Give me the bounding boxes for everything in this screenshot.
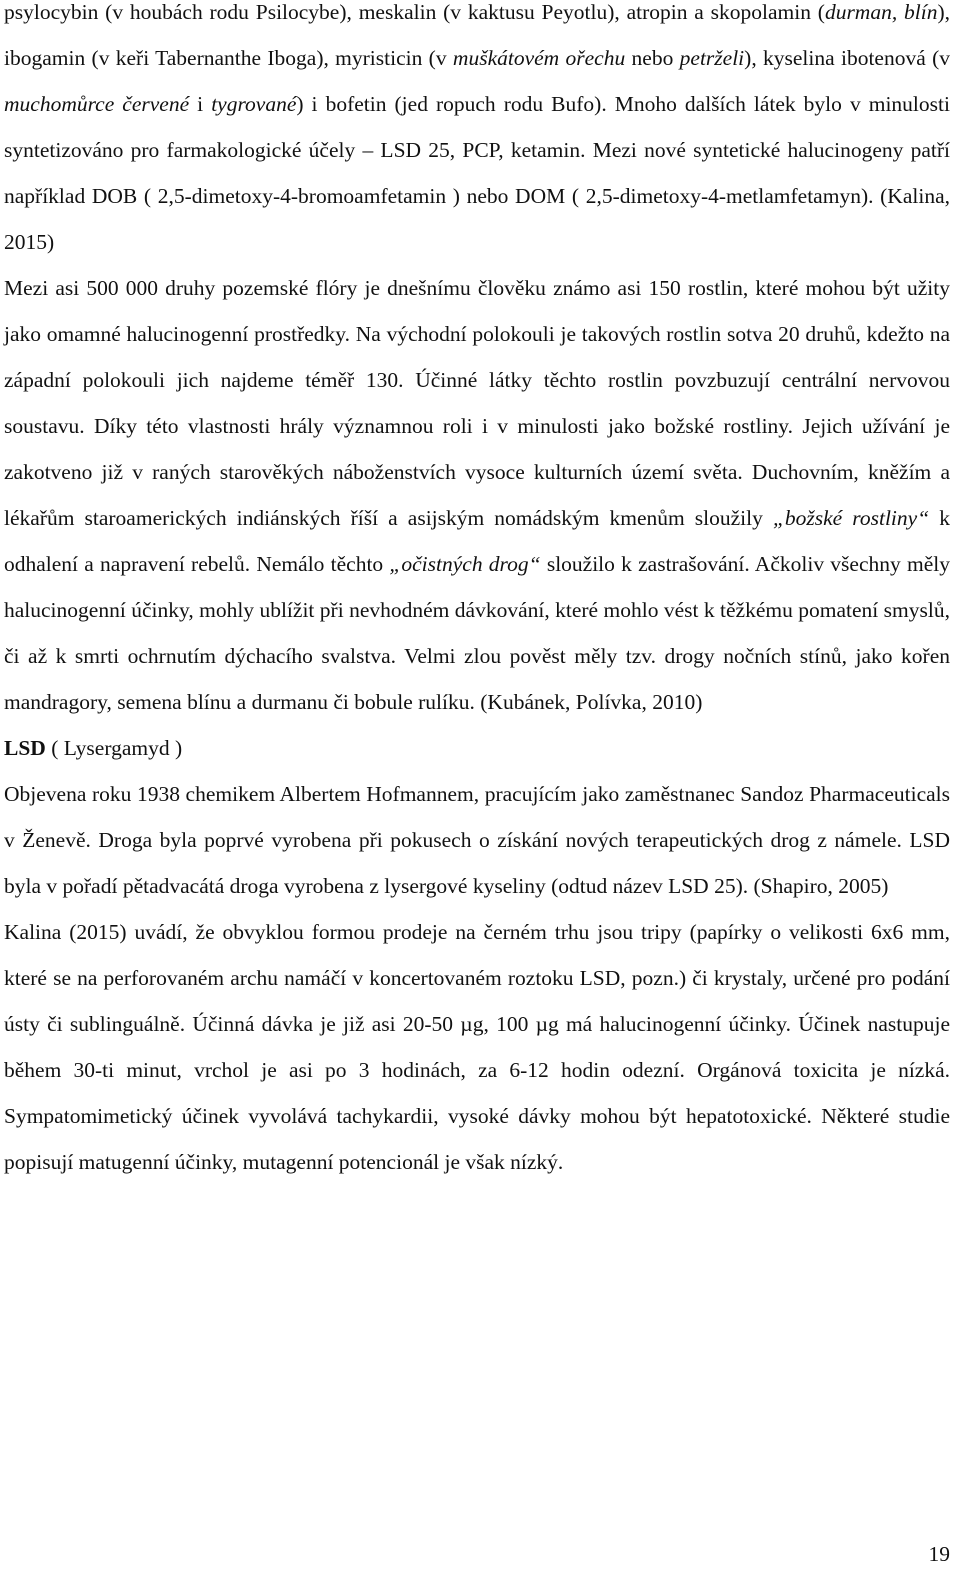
paragraph-lsd-effects: Kalina (2015) uvádí, že obvyklou formou prodeje na černém trhu jsou tripy (papírky o velikosti 6x6 mm, které se na perforovaném archu namáčí v koncertovaném roztoku LSD, pozn.) či krystaly, určené pro podání ústy či sublinguálně. Účinná dávka je již asi 20-50 µg, 100 µg má halucinogenní účinky. Účinek nastupuje během 30-ti minut, vrchol je asi po 3 hodinách, za 6-12 hodin odezní. Orgánová toxicita je nízká. Sympatomimetický účinek vyvolává tachykardii, vysoké dávky mohou být hepatotoxické. Některé studie popisují matugenní účinky, mutagenní potencionál je však nízký. <box>4 920 950 1174</box>
italic-plant-names: durman, blín <box>824 0 938 24</box>
text-run: psylocybin (v houbách rodu Psilocybe), meskalin (v kaktusu Peyotlu), atropin a skopolamin ( <box>4 0 825 24</box>
italic-parsley: petrželi <box>679 46 745 70</box>
italic-nutmeg: muškátovém ořechu <box>452 46 626 70</box>
text-run: ), kyselina ibotenová (v <box>744 46 950 70</box>
italic-panther-cap: tygrované <box>211 92 297 116</box>
paragraph-sacred-plants <box>4 265 950 725</box>
paragraph-lsd-discovery: Objevena roku 1938 chemikem Albertem Hofmannem, pracujícím jako zaměstnanec Sandoz Pharmaceuticals v Ženevě. Droga byla poprvé vyrobena při pokusech o získání nových terapeutických drog z námele. LSD byla v pořadí pětadvacátá droga vyrobena z lysergové kyseliny (odtud název LSD 25). (Shapiro, 2005) <box>4 782 950 898</box>
text-run: k odhalení a napravení rebelů. Nemálo těchto <box>4 506 950 576</box>
text-run: i <box>189 92 212 116</box>
italic-fly-agaric: muchomůrce červené <box>4 92 190 116</box>
paragraph-hallucinogen-sources <box>4 0 950 265</box>
document-page <box>4 0 950 1185</box>
italic-divine-plants: „božské rostliny“ <box>772 506 930 530</box>
section-heading-lsd <box>4 725 950 771</box>
text-run: ), ibogamin (v keři Tabernanthe Iboga), myristicin (v <box>4 0 951 70</box>
text-run: ) i bofetin (jed ropuch rodu Bufo). Mnoho dalších látek bylo v minulosti syntetizováno pro farmakologické účely – LSD 25, PCP, ketamin. Mezi nové syntetické halucinogeny patří například DOB ( 2,5-dimetoxy-4-bromoamfetamin ) nebo DOM ( 2,5-dimetoxy-4-metlamfetamyn). (Kalina, 2015) <box>4 92 950 254</box>
heading-subtitle: ( Lysergamyd ) <box>45 736 183 760</box>
text-run: Mezi asi 500 000 druhy pozemské flóry je dnešnímu člověku známo asi 150 rostlin, které mohou být užity jako omamné halucinogenní prostředky. Na východní polokouli je takových rostlin sotva 20 druhů, kdežto na západní polokouli jich najdeme téměř 130. Účinné látky těchto rostlin povzbuzují centrální nervovou soustavu. Díky této vlastnosti hrály významnou roli i v minulosti jako božské rostliny. Jejich užívání je zakotveno již v raných starověkých náboženstvích vysoce kulturních území světa. Duchovním, kněžím a lékařům staroamerických indiánských říší a asijským nomádským kmenům sloužily <box>4 276 950 530</box>
page-number: 19 <box>928 1542 950 1566</box>
text-run: sloužilo k zastrašování. Ačkoliv všechny měly halucinogenní účinky, mohly ublížit při nevhodném dávkování, které mohlo vést k těžkému pomatení smyslů, či až k smrti ochrnutím dýchacího svalstva. Velmi zlou pověst měly tzv. drogy nočních stínů, jako kořen mandragory, semena blínu a durmanu či bobule rulíku. (Kubánek, Polívka, 2010) <box>4 552 950 714</box>
heading-bold-lsd: LSD <box>4 736 46 760</box>
italic-cleansing-drugs: „očistných drog“ <box>389 552 541 576</box>
text-run: nebo <box>625 46 680 70</box>
